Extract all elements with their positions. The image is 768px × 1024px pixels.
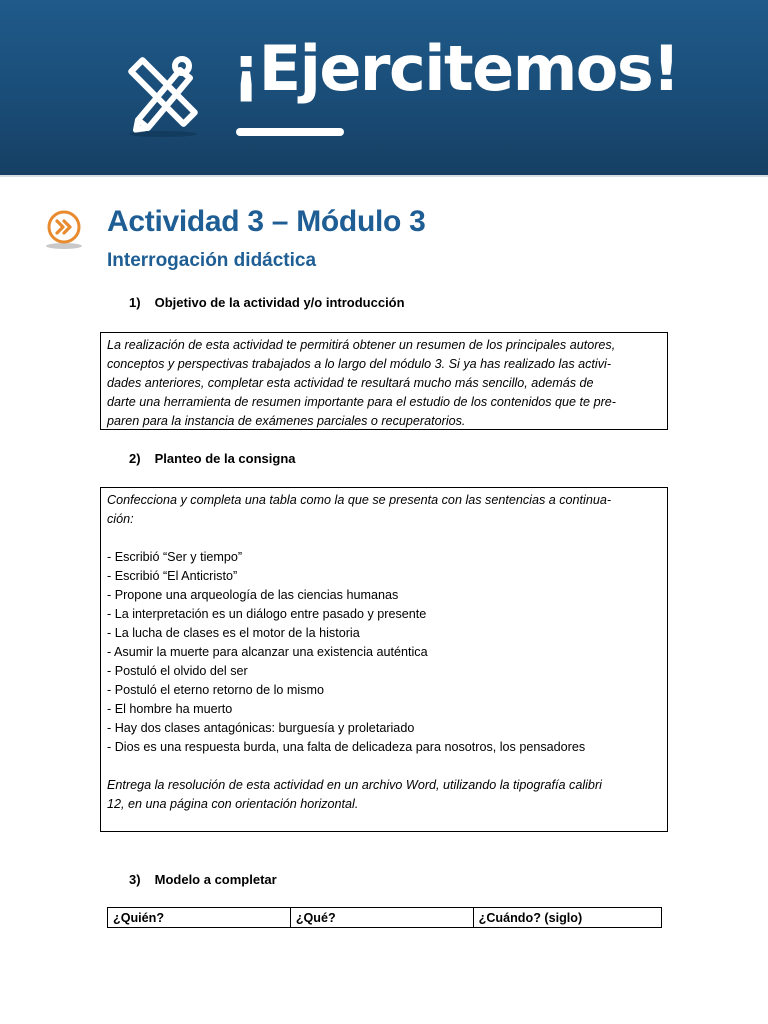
closing-line: 12, en una página con orientación horizontal. bbox=[107, 797, 359, 811]
section-number: 3) bbox=[129, 872, 141, 887]
column-header-who: ¿Quién? bbox=[108, 908, 291, 928]
text-line: darte una herramienta de resumen importante para el estudio de los contenidos que te pre- bbox=[107, 395, 616, 409]
closing-line: Entrega la resolución de esta actividad en un archivo Word, utilizando la tipografía calibri bbox=[107, 778, 602, 792]
model-table bbox=[107, 907, 662, 928]
section-number: 1) bbox=[129, 295, 141, 310]
activity-subtitle: Interrogación didáctica bbox=[107, 250, 317, 271]
text-line: La realización de esta actividad te permitirá obtener un resumen de los principales autores, bbox=[107, 338, 616, 352]
table-header-row bbox=[108, 908, 662, 928]
section-1-heading bbox=[129, 295, 405, 310]
banner-underline bbox=[236, 128, 344, 136]
text-line: paren para la instancia de exámenes parciales o recuperatorios. bbox=[107, 414, 466, 428]
list-item: - La lucha de clases es el motor de la historia bbox=[107, 626, 360, 640]
list-item: - Escribió “Ser y tiempo” bbox=[107, 550, 243, 564]
header-banner bbox=[0, 0, 768, 177]
section-title: Modelo a completar bbox=[154, 872, 277, 887]
list-item: - Dios es una respuesta burda, una falta de delicadeza para nosotros, los pensadores bbox=[107, 740, 586, 754]
list-item: - Postuló el olvido del ser bbox=[107, 664, 248, 678]
activity-title: Actividad 3 – Módulo 3 bbox=[107, 205, 426, 238]
list-item: - Propone una arqueología de las ciencias humanas bbox=[107, 588, 399, 602]
objective-box bbox=[100, 332, 668, 430]
text-line: conceptos y perspectivas trabajados a lo largo del módulo 3. Si ya has realizado las activi- bbox=[107, 357, 612, 371]
sentence-list bbox=[107, 548, 661, 757]
list-item: - El hombre ha muerto bbox=[107, 702, 233, 716]
list-item: - La interpretación es un diálogo entre pasado y presente bbox=[107, 607, 427, 621]
section-number: 2) bbox=[129, 451, 141, 466]
text-line: dades anteriores, completar esta actividad te resultará mucho más sencillo, además de bbox=[107, 376, 594, 390]
column-header-what: ¿Qué? bbox=[290, 908, 473, 928]
list-item: - Asumir la muerte para alcanzar una existencia auténtica bbox=[107, 645, 428, 659]
section-title: Objetivo de la actividad y/o introducción bbox=[154, 295, 405, 310]
double-chevron-circle-icon bbox=[44, 210, 84, 250]
list-item: - Escribió “El Anticristo” bbox=[107, 569, 238, 583]
section-title: Planteo de la consigna bbox=[154, 451, 296, 466]
column-header-when: ¿Cuándo? (siglo) bbox=[473, 908, 661, 928]
list-item: - Hay dos clases antagónicas: burguesía y proletariado bbox=[107, 721, 415, 735]
banner-title: ¡Ejercitemos! bbox=[232, 32, 680, 105]
intro-line: ción: bbox=[107, 512, 134, 526]
section-3-heading bbox=[129, 872, 277, 887]
instructions-box bbox=[100, 487, 668, 832]
intro-line: Confecciona y completa una tabla como la que se presenta con las sentencias a continua- bbox=[107, 493, 612, 507]
pencil-ruler-icon bbox=[118, 50, 208, 140]
section-2-heading bbox=[129, 451, 296, 466]
list-item: - Postuló el eterno retorno de lo mismo bbox=[107, 683, 324, 697]
